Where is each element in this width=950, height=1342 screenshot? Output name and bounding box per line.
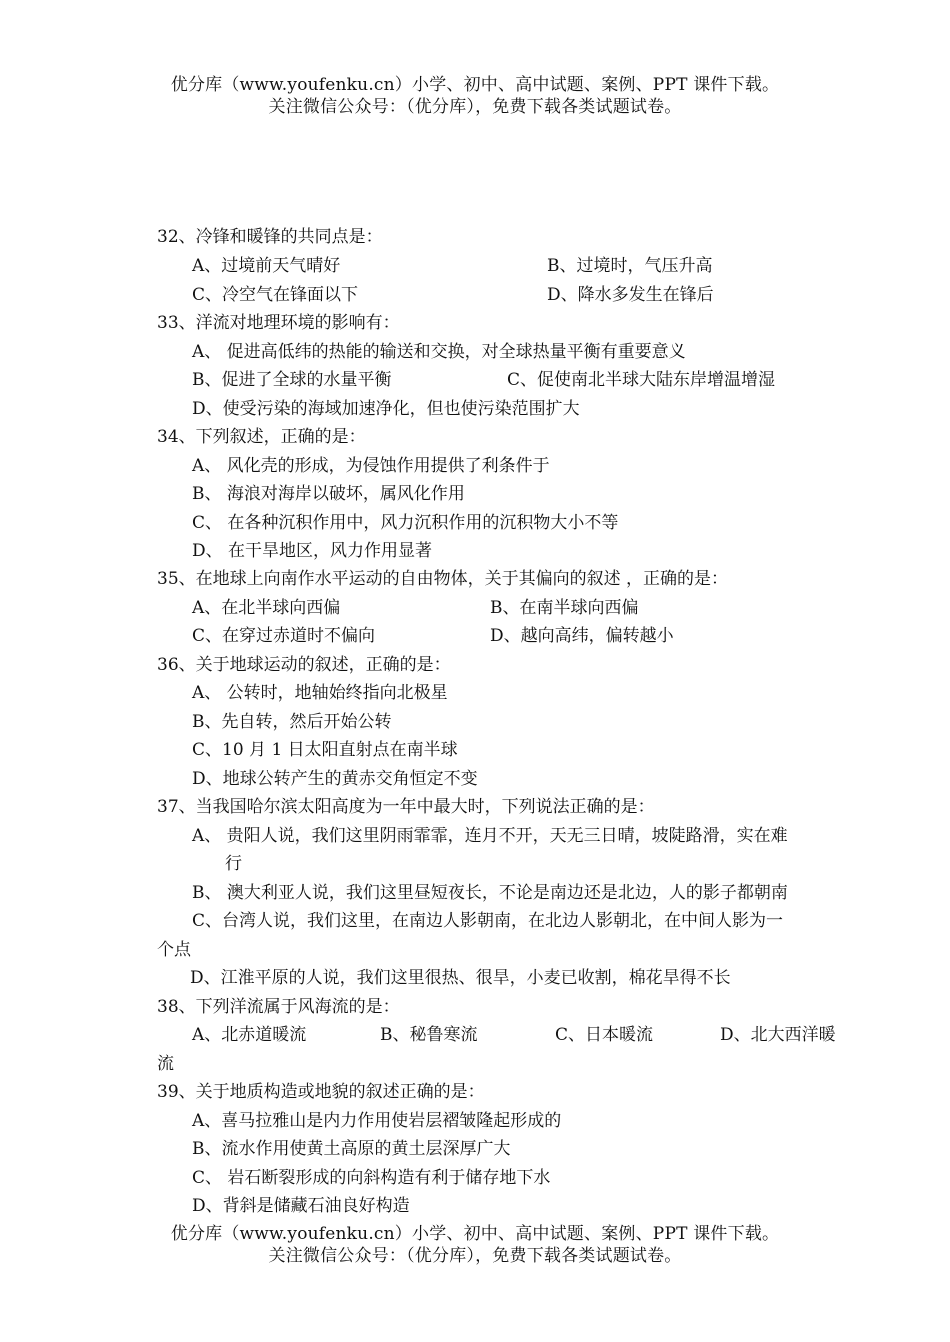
q39-option-b: B、流水作用使黄土高原的黄土层深厚广大	[192, 1139, 511, 1159]
q38-option-b: B、秘鲁寒流	[380, 1025, 478, 1045]
q34-stem: 34、下列叙述，正确的是：	[157, 427, 366, 447]
q38-stem: 38、下列洋流属于风海流的是：	[157, 997, 400, 1017]
q34-option-d: D、 在干旱地区，风力作用显著	[192, 541, 433, 561]
footer-line-2: 关注微信公众号：（优分库），免费下载各类试题试卷。	[268, 1246, 682, 1266]
q36-option-a: A、 公转时，地轴始终指向北极星	[192, 683, 448, 703]
q39-option-c: C、 岩石断裂形成的向斜构造有利于储存地下水	[192, 1168, 551, 1188]
q36-option-b: B、先自转，然后开始公转	[192, 712, 392, 732]
q37-option-d: D、江淮平原的人说，我们这里很热、很旱，小麦已收割，棉花旱得不长	[190, 968, 731, 988]
q36-option-c: C、10 月 1 日太阳直射点在南半球	[192, 740, 458, 760]
q38-option-d: D、北大西洋暖	[720, 1025, 836, 1045]
q32-option-d: D、降水多发生在锋后	[547, 285, 714, 305]
q39-stem: 39、关于地质构造或地貌的叙述正确的是：	[157, 1082, 485, 1102]
q38-option-c: C、日本暖流	[555, 1025, 654, 1045]
q35-option-b: B、在南半球向西偏	[490, 598, 639, 618]
q33-stem: 33、洋流对地理环境的影响有：	[157, 313, 400, 333]
q36-option-d: D、地球公转产生的黄赤交角恒定不变	[192, 769, 478, 789]
q32-option-c: C、冷空气在锋面以下	[192, 285, 359, 305]
q33-option-a: A、 促进高低纬的热能的输送和交换，对全球热量平衡有重要意义	[192, 342, 686, 362]
header-line-2: 关注微信公众号：（优分库），免费下载各类试题试卷。	[268, 97, 682, 117]
q38-option-a: A、北赤道暖流	[192, 1025, 307, 1045]
q33-option-c: C、促使南北半球大陆东岸增温增湿	[507, 370, 776, 390]
page-footer	[0, 1223, 950, 1267]
header-line-1: 优分库（www.youfenku.cn）小学、初中、高中试题、案例、PPT 课件下载。	[170, 75, 780, 95]
q35-option-a: A、在北半球向西偏	[192, 598, 341, 618]
q35-stem: 35、在地球上向南作水平运动的自由物体，关于其偏向的叙述 ，正确的是：	[157, 569, 729, 589]
q39-option-d: D、背斜是储藏石油良好构造	[192, 1196, 410, 1216]
q34-option-c: C、 在各种沉积作用中，风力沉积作用的沉积物大小不等	[192, 513, 619, 533]
q39-option-a: A、喜马拉雅山是内力作用使岩层褶皱隆起形成的	[192, 1111, 562, 1131]
q36-stem: 36、关于地球运动的叙述，正确的是：	[157, 655, 451, 675]
q35-option-d: D、越向高纬，偏转越小	[490, 626, 674, 646]
q33-option-b: B、促进了全球的水量平衡	[192, 370, 392, 390]
q33-option-d: D、使受污染的海域加速净化，但也使污染范围扩大	[192, 399, 580, 419]
q37-stem: 37、当我国哈尔滨太阳高度为一年中最大时，下列说法正确的是：	[157, 797, 655, 817]
q34-option-a: A、 风化壳的形成，为侵蚀作用提供了利条件于	[192, 456, 550, 476]
q32-option-b: B、过境时，气压升高	[547, 256, 713, 276]
q35-option-c: C、在穿过赤道时不偏向	[192, 626, 376, 646]
q37-option-c: C、台湾人说，我们这里，在南边人影朝南，在北边人影朝北，在中间人影为一	[192, 911, 784, 931]
q38-option-d-continued: 流	[157, 1054, 174, 1074]
q37-option-b: B、 澳大利亚人说，我们这里昼短夜长，不论是南边还是北边，人的影子都朝南	[192, 883, 788, 903]
q32-option-a: A、过境前天气晴好	[192, 256, 341, 276]
q37-option-a: A、 贵阳人说，我们这里阴雨霏霏，连月不开，天无三日晴，坡陡路滑，实在难	[192, 826, 788, 846]
q37-option-c-continued: 个点	[157, 940, 191, 960]
q32-stem: 32、冷锋和暖锋的共同点是：	[157, 227, 383, 247]
q37-option-a-continued: 行	[225, 854, 242, 874]
footer-line-1: 优分库（www.youfenku.cn）小学、初中、高中试题、案例、PPT 课件下载。	[170, 1224, 780, 1244]
page-header	[0, 74, 950, 118]
q34-option-b: B、 海浪对海岸以破坏，属风化作用	[192, 484, 465, 504]
